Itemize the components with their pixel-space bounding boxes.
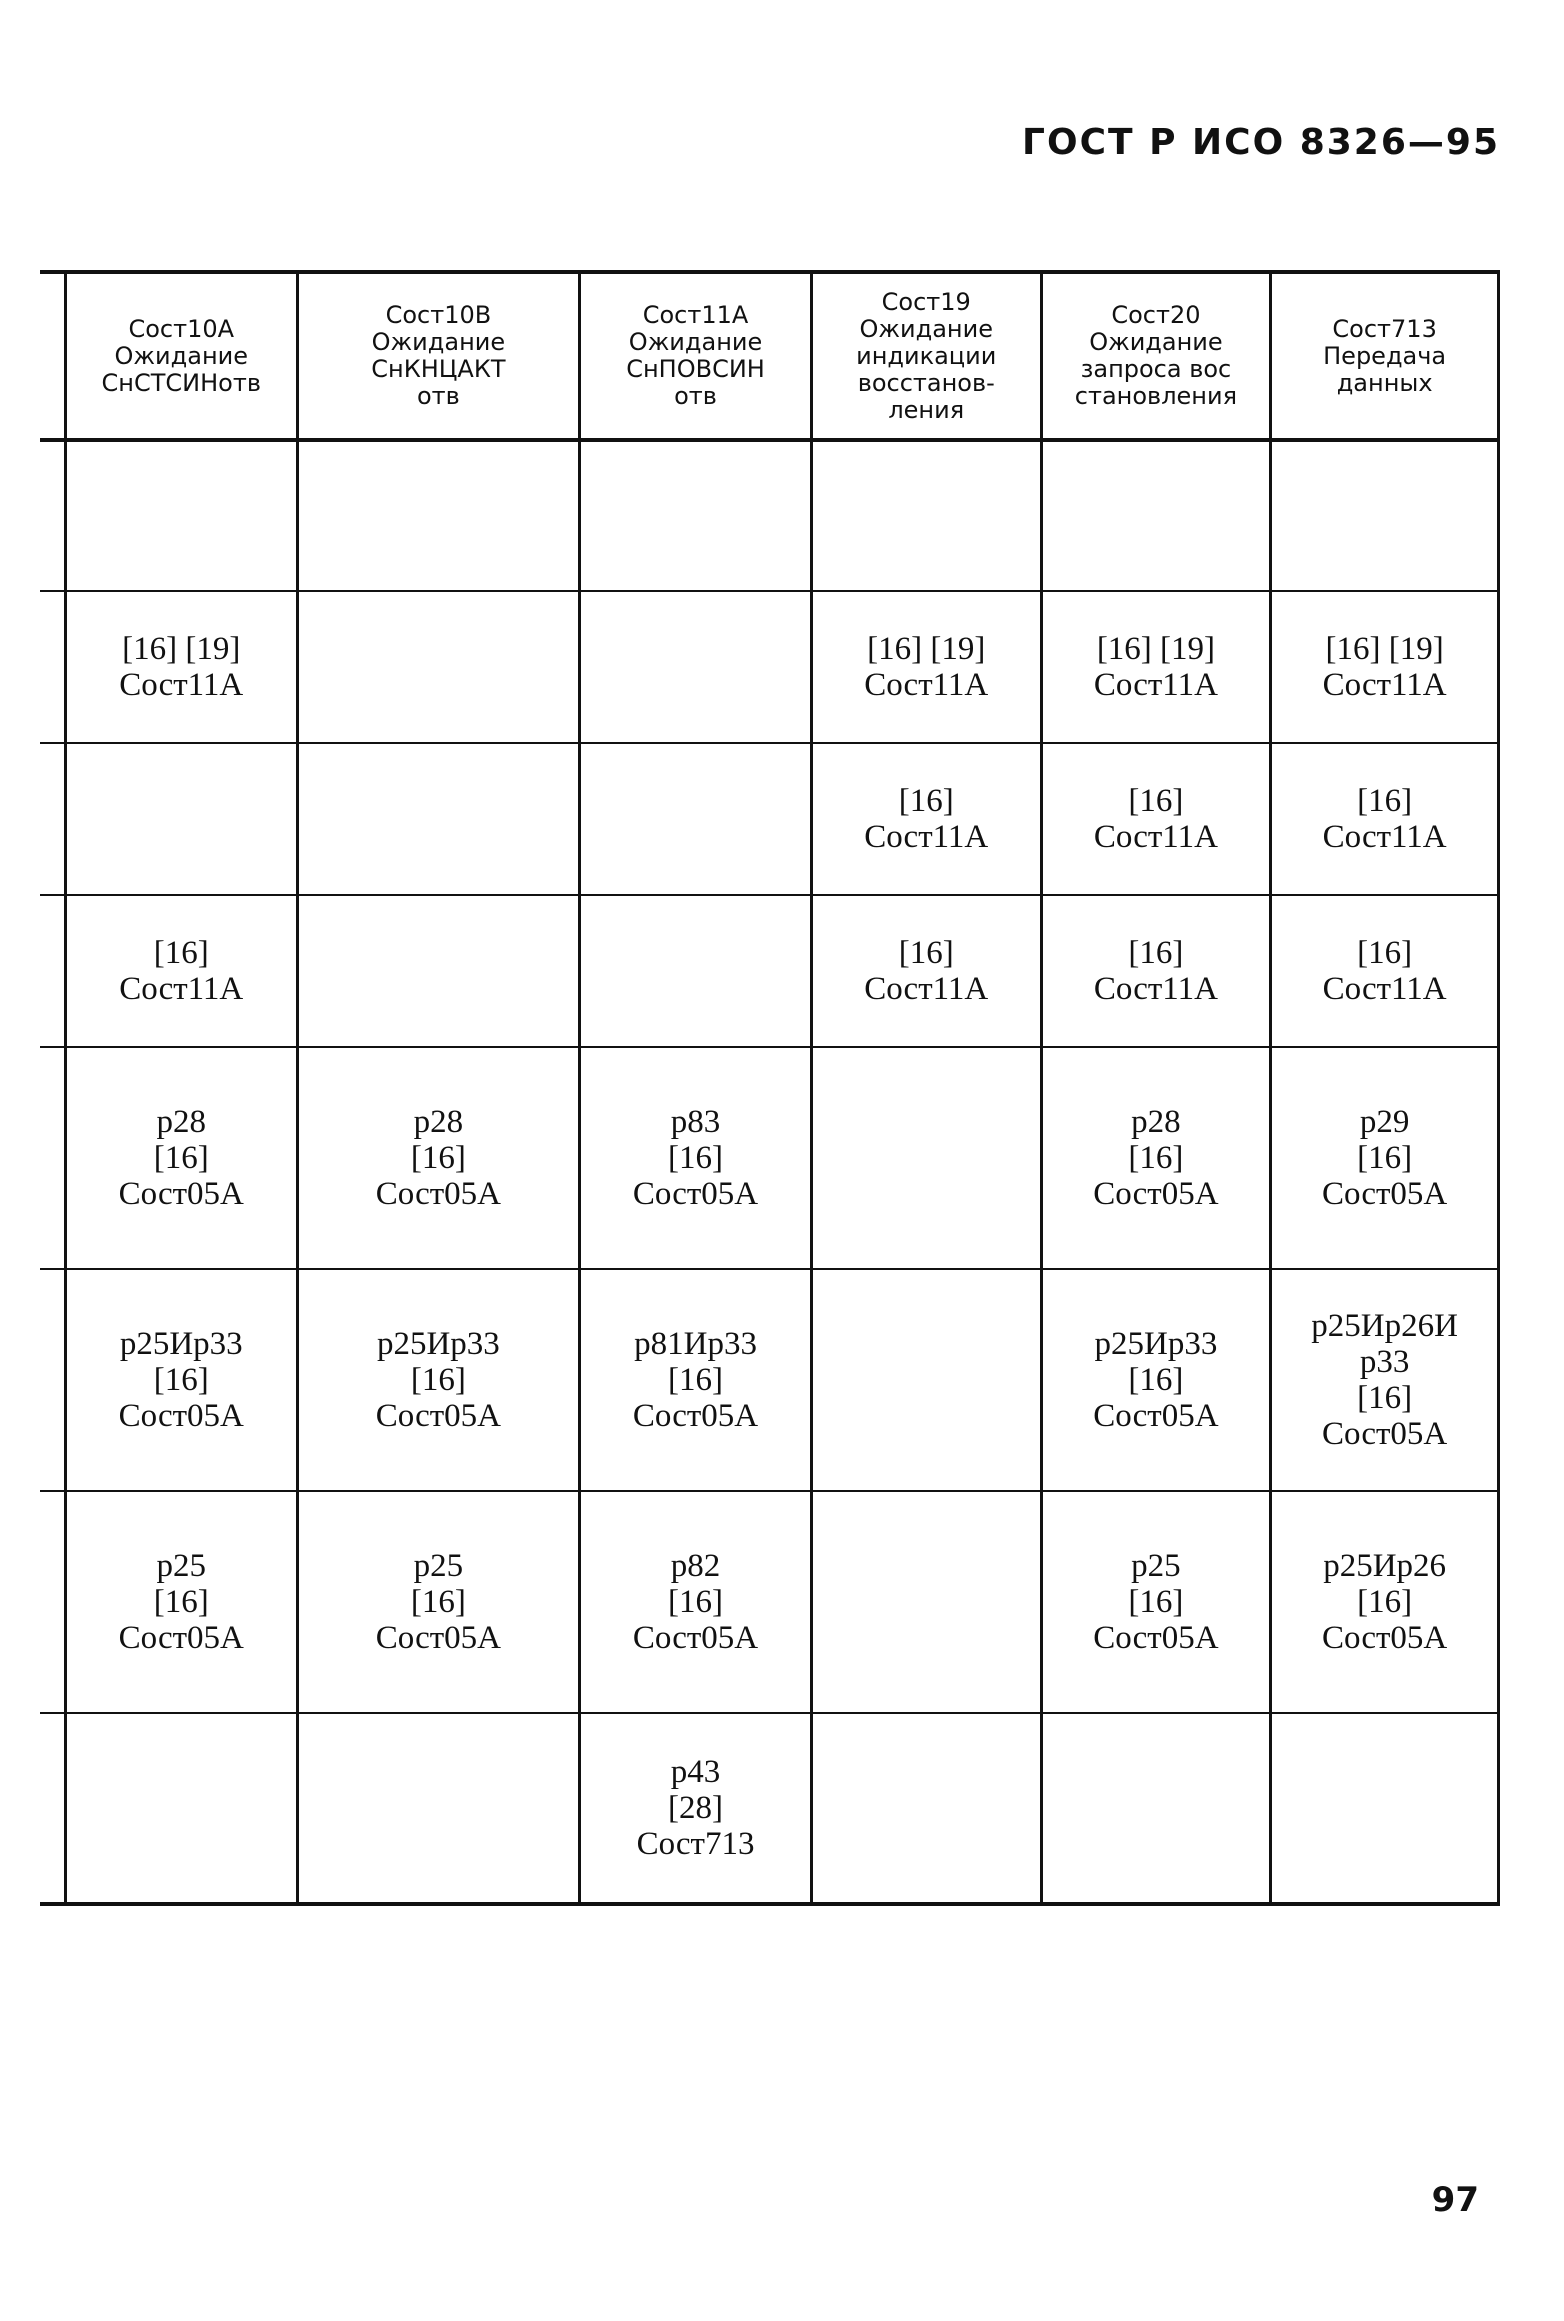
cell-line: Сост11А bbox=[1322, 971, 1447, 1007]
header-line: индикации bbox=[856, 341, 997, 370]
cell-line: [16] bbox=[1357, 1140, 1413, 1176]
cell-line: [16] bbox=[1357, 1380, 1413, 1416]
table-cell bbox=[1271, 1491, 1499, 1713]
table-cell bbox=[580, 440, 812, 591]
cell-line: [16] bbox=[898, 783, 954, 819]
table-cell bbox=[811, 591, 1041, 743]
table-cell bbox=[1041, 1047, 1271, 1269]
table-cell bbox=[1271, 591, 1499, 743]
header-line: запроса вос bbox=[1080, 355, 1232, 383]
cell-line: Сост05А bbox=[1093, 1176, 1219, 1212]
cell-line: [16] [19] bbox=[867, 631, 986, 667]
header-line: восстанов- bbox=[857, 368, 995, 397]
cell-line: Сост11А bbox=[864, 667, 989, 703]
cell-line: Сост11А bbox=[864, 971, 989, 1007]
cell-line: [16] bbox=[1128, 935, 1184, 971]
table-row bbox=[40, 591, 1499, 743]
cell-line: p28 bbox=[413, 1104, 464, 1140]
cell-line: [16] bbox=[410, 1362, 466, 1398]
column-header-sost10b bbox=[297, 272, 580, 440]
table-cell bbox=[1271, 895, 1499, 1047]
cell-line: p81Ир33 bbox=[634, 1326, 757, 1362]
table-edge bbox=[40, 1713, 65, 1904]
cell-line: [16] bbox=[1357, 935, 1413, 971]
table-cell bbox=[811, 1047, 1041, 1269]
cell-line: Сост05А bbox=[118, 1176, 244, 1212]
table-cell bbox=[1271, 1713, 1499, 1904]
column-header-sost10a bbox=[65, 272, 297, 440]
table-row bbox=[40, 1047, 1499, 1269]
table-cell bbox=[297, 1269, 580, 1491]
table-edge bbox=[40, 743, 65, 895]
cell-line: [16] bbox=[1357, 1584, 1413, 1620]
table-cell bbox=[1041, 1713, 1271, 1904]
table-cell bbox=[580, 591, 812, 743]
cell-line: Сост11А bbox=[119, 971, 244, 1007]
table-edge bbox=[40, 591, 65, 743]
table-edge bbox=[40, 272, 65, 440]
table-cell bbox=[811, 1491, 1041, 1713]
table-row bbox=[40, 1269, 1499, 1491]
state-transition-table bbox=[40, 270, 1500, 1906]
cell-line: p25Ир33 bbox=[119, 1326, 243, 1362]
table-cell bbox=[811, 1269, 1041, 1491]
cell-line: Сост05А bbox=[1322, 1416, 1448, 1452]
table-row bbox=[40, 895, 1499, 1047]
cell-line: Сост11А bbox=[1093, 819, 1218, 855]
cell-line: [16] bbox=[153, 1140, 209, 1176]
header-line: Сост19 bbox=[881, 287, 971, 316]
cell-line: Сост11А bbox=[1322, 819, 1447, 855]
cell-line: Сост05А bbox=[1093, 1620, 1219, 1656]
header-line: Ожидание bbox=[628, 328, 763, 356]
table-cell bbox=[1271, 1047, 1499, 1269]
header-line: становления bbox=[1074, 382, 1238, 410]
header-line: Сост713 bbox=[1332, 314, 1437, 343]
table-cell bbox=[580, 1047, 812, 1269]
table-cell bbox=[1041, 1491, 1271, 1713]
cell-line: [16] bbox=[668, 1140, 724, 1176]
table-edge bbox=[40, 1491, 65, 1713]
cell-line: Сост05А bbox=[375, 1620, 502, 1656]
table-cell bbox=[1271, 1269, 1499, 1491]
table-cell bbox=[297, 440, 580, 591]
header-line: отв bbox=[416, 382, 460, 410]
cell-line: [16] bbox=[410, 1140, 466, 1176]
cell-line: [16] [19] bbox=[1096, 631, 1216, 667]
cell-line: [16] bbox=[1128, 1584, 1184, 1620]
cell-line: Сост05А bbox=[1322, 1176, 1448, 1212]
cell-line: p25Ир33 bbox=[1094, 1326, 1218, 1362]
cell-line: Сост11А bbox=[1322, 667, 1447, 703]
table-cell bbox=[297, 1491, 580, 1713]
cell-line: [16] bbox=[153, 1362, 209, 1398]
header-line: Сост10А bbox=[128, 314, 235, 343]
table-cell bbox=[580, 895, 812, 1047]
cell-line: [16] bbox=[668, 1584, 724, 1620]
cell-line: p25 bbox=[1131, 1548, 1181, 1584]
table-row bbox=[40, 743, 1499, 895]
table-cell bbox=[297, 1713, 580, 1904]
table-cell bbox=[65, 743, 297, 895]
column-header-sost19 bbox=[811, 272, 1041, 440]
table-cell bbox=[297, 895, 580, 1047]
header-line: СнСТСИНотв bbox=[101, 368, 261, 397]
document-header: ГОСТ Р ИСО 8326—95 bbox=[1022, 122, 1500, 163]
cell-line: p29 bbox=[1359, 1104, 1410, 1140]
table-edge bbox=[40, 1269, 65, 1491]
cell-line: [16] [19] bbox=[1325, 631, 1444, 667]
table-cell bbox=[580, 1713, 812, 1904]
table-cell bbox=[65, 1491, 297, 1713]
header-line: данных bbox=[1336, 368, 1433, 397]
table-body bbox=[40, 440, 1499, 1904]
cell-line: Сост11А bbox=[1093, 667, 1218, 703]
table-edge bbox=[40, 440, 65, 591]
cell-line: Сост11А bbox=[864, 819, 989, 855]
cell-line: p25Ир26И bbox=[1311, 1308, 1458, 1344]
header-line: Ожидание bbox=[114, 341, 248, 370]
table-cell bbox=[580, 1491, 812, 1713]
cell-line: p25 bbox=[413, 1548, 464, 1584]
table-cell bbox=[1271, 440, 1499, 591]
cell-line: [16] bbox=[1357, 783, 1413, 819]
column-header-sost20 bbox=[1041, 272, 1271, 440]
table-cell bbox=[297, 591, 580, 743]
header-line: Ожидание bbox=[859, 314, 993, 343]
page-number: 97 bbox=[1431, 2180, 1479, 2220]
header-line: Сост10В bbox=[385, 301, 492, 329]
cell-line: p28 bbox=[156, 1104, 207, 1140]
header-line: Ожидание bbox=[1089, 328, 1223, 356]
cell-line: Сост05А bbox=[375, 1398, 502, 1434]
table-cell bbox=[580, 743, 812, 895]
cell-line: [16] bbox=[668, 1362, 724, 1398]
cell-line: p83 bbox=[670, 1104, 721, 1140]
table-cell bbox=[1041, 895, 1271, 1047]
table-cell bbox=[65, 1269, 297, 1491]
table-cell bbox=[297, 743, 580, 895]
table-cell bbox=[297, 1047, 580, 1269]
header-line: СнКНЦАКТ bbox=[371, 355, 506, 383]
table-row bbox=[40, 440, 1499, 591]
header-line: Сост11А bbox=[642, 301, 749, 329]
cell-line: Сост11А bbox=[1093, 971, 1218, 1007]
table-cell bbox=[1041, 591, 1271, 743]
header-line: ления bbox=[888, 395, 965, 424]
table-cell bbox=[811, 440, 1041, 591]
cell-line: p25Ир33 bbox=[376, 1326, 500, 1362]
table-cell bbox=[811, 1713, 1041, 1904]
table-cell bbox=[1271, 743, 1499, 895]
header-line: Передача bbox=[1323, 341, 1447, 370]
table-cell bbox=[1041, 743, 1271, 895]
table-cell bbox=[65, 895, 297, 1047]
header-line: Ожидание bbox=[371, 328, 506, 356]
cell-line: [16] bbox=[898, 935, 954, 971]
header-line: СнПОВСИН bbox=[626, 355, 765, 383]
table-cell bbox=[65, 591, 297, 743]
cell-line: [16] bbox=[1128, 1362, 1184, 1398]
column-header-sost713 bbox=[1271, 272, 1499, 440]
table-cell bbox=[1041, 440, 1271, 591]
header-line: отв bbox=[674, 382, 717, 410]
cell-line: Сост05А bbox=[632, 1398, 759, 1434]
cell-line: Сост05А bbox=[375, 1176, 502, 1212]
cell-line: Сост05А bbox=[118, 1620, 244, 1656]
cell-line: Сост713 bbox=[636, 1826, 755, 1862]
cell-line: Сост05А bbox=[118, 1398, 244, 1434]
column-header-sost11a bbox=[580, 272, 812, 440]
cell-line: p25Ир26 bbox=[1323, 1548, 1447, 1584]
table-row bbox=[40, 1713, 1499, 1904]
cell-line: p82 bbox=[670, 1548, 721, 1584]
cell-line: [28] bbox=[668, 1790, 724, 1826]
cell-line: p25 bbox=[156, 1548, 207, 1584]
cell-line: p33 bbox=[1359, 1344, 1410, 1380]
table-cell bbox=[811, 895, 1041, 1047]
cell-line: Сост05А bbox=[632, 1620, 759, 1656]
table-header bbox=[40, 272, 1499, 440]
cell-line: [16] bbox=[1128, 783, 1184, 819]
table-cell bbox=[65, 1713, 297, 1904]
header-line: Сост20 bbox=[1111, 301, 1201, 329]
cell-line: [16] bbox=[153, 935, 209, 971]
table-cell bbox=[65, 1047, 297, 1269]
table-cell bbox=[811, 743, 1041, 895]
table-row bbox=[40, 1491, 1499, 1713]
cell-line: [16] bbox=[153, 1584, 209, 1620]
cell-line: p28 bbox=[1131, 1104, 1181, 1140]
table-edge bbox=[40, 895, 65, 1047]
cell-line: Сост11А bbox=[119, 667, 244, 703]
cell-line: Сост05А bbox=[1093, 1398, 1219, 1434]
header-row bbox=[40, 272, 1499, 440]
table-cell bbox=[65, 440, 297, 591]
cell-line: [16] bbox=[410, 1584, 466, 1620]
cell-line: p43 bbox=[670, 1754, 721, 1790]
cell-line: [16] [19] bbox=[122, 631, 241, 667]
cell-line: [16] bbox=[1128, 1140, 1184, 1176]
cell-line: Сост05А bbox=[632, 1176, 759, 1212]
table-edge bbox=[40, 1047, 65, 1269]
cell-line: Сост05А bbox=[1322, 1620, 1448, 1656]
table-cell bbox=[1041, 1269, 1271, 1491]
table-cell bbox=[580, 1269, 812, 1491]
